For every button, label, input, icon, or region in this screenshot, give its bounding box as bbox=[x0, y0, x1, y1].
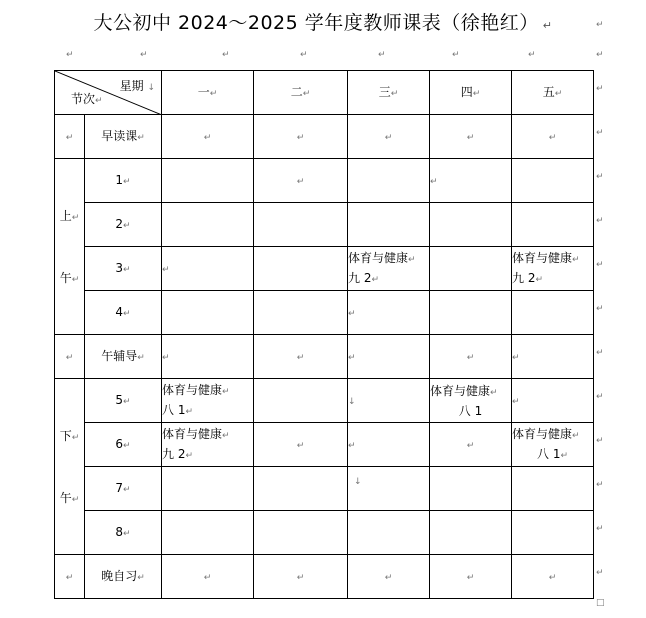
row-label-evening: 晚自习↵ bbox=[85, 555, 162, 599]
schedule-cell: ↵ bbox=[254, 159, 348, 203]
schedule-cell: ↓ bbox=[348, 467, 430, 511]
page-title bbox=[0, 8, 646, 35]
section-char: 午↵ bbox=[59, 270, 80, 285]
paragraph-mark-icon: ↵ bbox=[140, 50, 148, 60]
schedule-cell bbox=[162, 291, 254, 335]
schedule-cell: ↵ bbox=[348, 335, 430, 379]
schedule-cell: ↵ bbox=[348, 423, 430, 467]
paragraph-mark-icon: ↵ bbox=[222, 50, 230, 60]
schedule-cell: ↵ bbox=[512, 379, 594, 423]
schedule-table bbox=[54, 70, 594, 599]
schedule-cell bbox=[430, 203, 512, 247]
row-period-3 bbox=[55, 247, 594, 291]
paragraph-mark-icon: ↵ bbox=[596, 392, 604, 402]
schedule-cell bbox=[512, 203, 594, 247]
schedule-cell: ↵ bbox=[430, 423, 512, 467]
header-diagonal-cell bbox=[55, 71, 162, 115]
period-number: 7↵ bbox=[85, 467, 162, 511]
paragraph-mark-icon: ↵ bbox=[596, 260, 604, 270]
paragraph-mark-icon: ↵ bbox=[596, 128, 604, 138]
paragraph-mark-icon: ↵ bbox=[542, 19, 553, 32]
schedule-cell bbox=[430, 291, 512, 335]
period-number: 8↵ bbox=[85, 511, 162, 555]
row-noon bbox=[55, 335, 594, 379]
lesson-cell: 体育与健康↵ 九 2↵ bbox=[348, 247, 430, 291]
schedule-cell bbox=[162, 203, 254, 247]
section-cell: ↵ bbox=[55, 555, 85, 599]
schedule-cell bbox=[430, 467, 512, 511]
paragraph-mark-icon: ↵ bbox=[596, 172, 604, 182]
row-period-7 bbox=[55, 467, 594, 511]
schedule-cell: ↵ bbox=[162, 335, 254, 379]
schedule-cell bbox=[512, 511, 594, 555]
schedule-cell: ↵ bbox=[254, 555, 348, 599]
schedule-cell bbox=[162, 511, 254, 555]
period-axis-label: 节次↵ bbox=[71, 92, 103, 106]
schedule-cell bbox=[254, 511, 348, 555]
schedule-cell bbox=[348, 203, 430, 247]
schedule-cell: ↵ bbox=[254, 115, 348, 159]
day-header-fri: 五↵ bbox=[512, 71, 594, 115]
day-header-mon: 一↵ bbox=[162, 71, 254, 115]
schedule-cell: ↵ bbox=[430, 115, 512, 159]
schedule-cell bbox=[430, 511, 512, 555]
row-period-8 bbox=[55, 511, 594, 555]
lesson-cell: 体育与健康↵ 八 1↵ bbox=[162, 379, 254, 423]
section-morning bbox=[55, 159, 85, 335]
schedule-cell: ↓ bbox=[348, 379, 430, 423]
row-label-noon: 午辅导↵ bbox=[85, 335, 162, 379]
paragraph-mark-icon: ↵ bbox=[378, 50, 386, 60]
paragraph-mark-icon: ↵ bbox=[596, 304, 604, 314]
row-period-1 bbox=[55, 159, 594, 203]
paragraph-mark-icon: ↵ bbox=[596, 436, 604, 446]
schedule-cell bbox=[254, 379, 348, 423]
day-header-thu: 四↵ bbox=[430, 71, 512, 115]
paragraph-mark-icon: ↵ bbox=[300, 50, 308, 60]
schedule-cell bbox=[162, 159, 254, 203]
period-number: 1↵ bbox=[85, 159, 162, 203]
paragraph-mark-icon: ↵ bbox=[528, 50, 536, 60]
paragraph-mark-icon: ↵ bbox=[596, 568, 604, 578]
section-char: 上↵ bbox=[59, 208, 80, 223]
lesson-cell: 体育与健康↵ 八 1↵ bbox=[512, 423, 594, 467]
section-afternoon bbox=[55, 379, 85, 555]
paragraph-mark-icon: ↵ bbox=[596, 50, 604, 60]
schedule-cell bbox=[254, 291, 348, 335]
schedule-cell: ↵ bbox=[348, 555, 430, 599]
schedule-cell: ↵ bbox=[430, 159, 512, 203]
paragraph-mark-icon: ↵ bbox=[596, 20, 604, 30]
schedule-cell: ↵ bbox=[162, 555, 254, 599]
paragraph-mark-icon: ↵ bbox=[452, 50, 460, 60]
day-header-wed: 三↵ bbox=[348, 71, 430, 115]
day-header-tue: 二↵ bbox=[254, 71, 348, 115]
schedule-cell bbox=[254, 203, 348, 247]
schedule-cell: ↵ bbox=[162, 115, 254, 159]
section-char: 午↵ bbox=[59, 490, 80, 505]
schedule-cell: ↵ bbox=[512, 115, 594, 159]
schedule-cell: ↵ bbox=[512, 555, 594, 599]
schedule-cell: ↵ bbox=[348, 291, 430, 335]
schedule-cell: ↵ bbox=[430, 555, 512, 599]
paragraph-mark-icon: ↵ bbox=[66, 50, 74, 60]
section-cell: ↵ bbox=[55, 115, 85, 159]
lesson-cell: 体育与健康↵ 八 1 bbox=[430, 379, 512, 423]
paragraph-mark-icon: ↵ bbox=[596, 84, 604, 94]
paragraph-mark-icon: ↵ bbox=[596, 216, 604, 226]
row-period-6 bbox=[55, 423, 594, 467]
schedule-cell: ↵ bbox=[430, 335, 512, 379]
schedule-cell: ↵ bbox=[254, 423, 348, 467]
header-row bbox=[55, 71, 594, 115]
schedule-cell bbox=[162, 467, 254, 511]
section-char: 下↵ bbox=[59, 428, 80, 443]
period-number: 6↵ bbox=[85, 423, 162, 467]
schedule-cell bbox=[348, 159, 430, 203]
row-morning-read bbox=[55, 115, 594, 159]
schedule-cell: ↵ bbox=[254, 335, 348, 379]
row-period-5 bbox=[55, 379, 594, 423]
schedule-cell bbox=[348, 511, 430, 555]
schedule-cell: ↵ bbox=[162, 247, 254, 291]
day-axis-label: 星期 ↓ bbox=[119, 79, 155, 93]
schedule-cell bbox=[254, 247, 348, 291]
schedule-cell bbox=[512, 467, 594, 511]
table-resize-handle-icon[interactable]: □ bbox=[596, 598, 605, 608]
section-cell: ↵ bbox=[55, 335, 85, 379]
paragraph-mark-icon: ↵ bbox=[596, 480, 604, 490]
schedule-cell: ↵ bbox=[348, 115, 430, 159]
row-evening bbox=[55, 555, 594, 599]
row-label-morning-read: 早读课↵ bbox=[85, 115, 162, 159]
paragraph-mark-icon: ↵ bbox=[596, 524, 604, 534]
lesson-cell: 体育与健康↵ 九 2↵ bbox=[512, 247, 594, 291]
row-period-2 bbox=[55, 203, 594, 247]
period-number: 4↵ bbox=[85, 291, 162, 335]
period-number: 3↵ bbox=[85, 247, 162, 291]
row-period-4 bbox=[55, 291, 594, 335]
schedule-cell bbox=[254, 467, 348, 511]
title-text: 大公初中 2024～2025 学年度教师课表（徐艳红） bbox=[93, 12, 539, 34]
schedule-cell bbox=[430, 247, 512, 291]
period-number: 5↵ bbox=[85, 379, 162, 423]
schedule-cell: ↵ bbox=[512, 335, 594, 379]
period-number: 2↵ bbox=[85, 203, 162, 247]
lesson-cell: 体育与健康↵ 九 2↵ bbox=[162, 423, 254, 467]
schedule-cell bbox=[512, 291, 594, 335]
paragraph-mark-icon: ↵ bbox=[596, 348, 604, 358]
schedule-cell bbox=[512, 159, 594, 203]
